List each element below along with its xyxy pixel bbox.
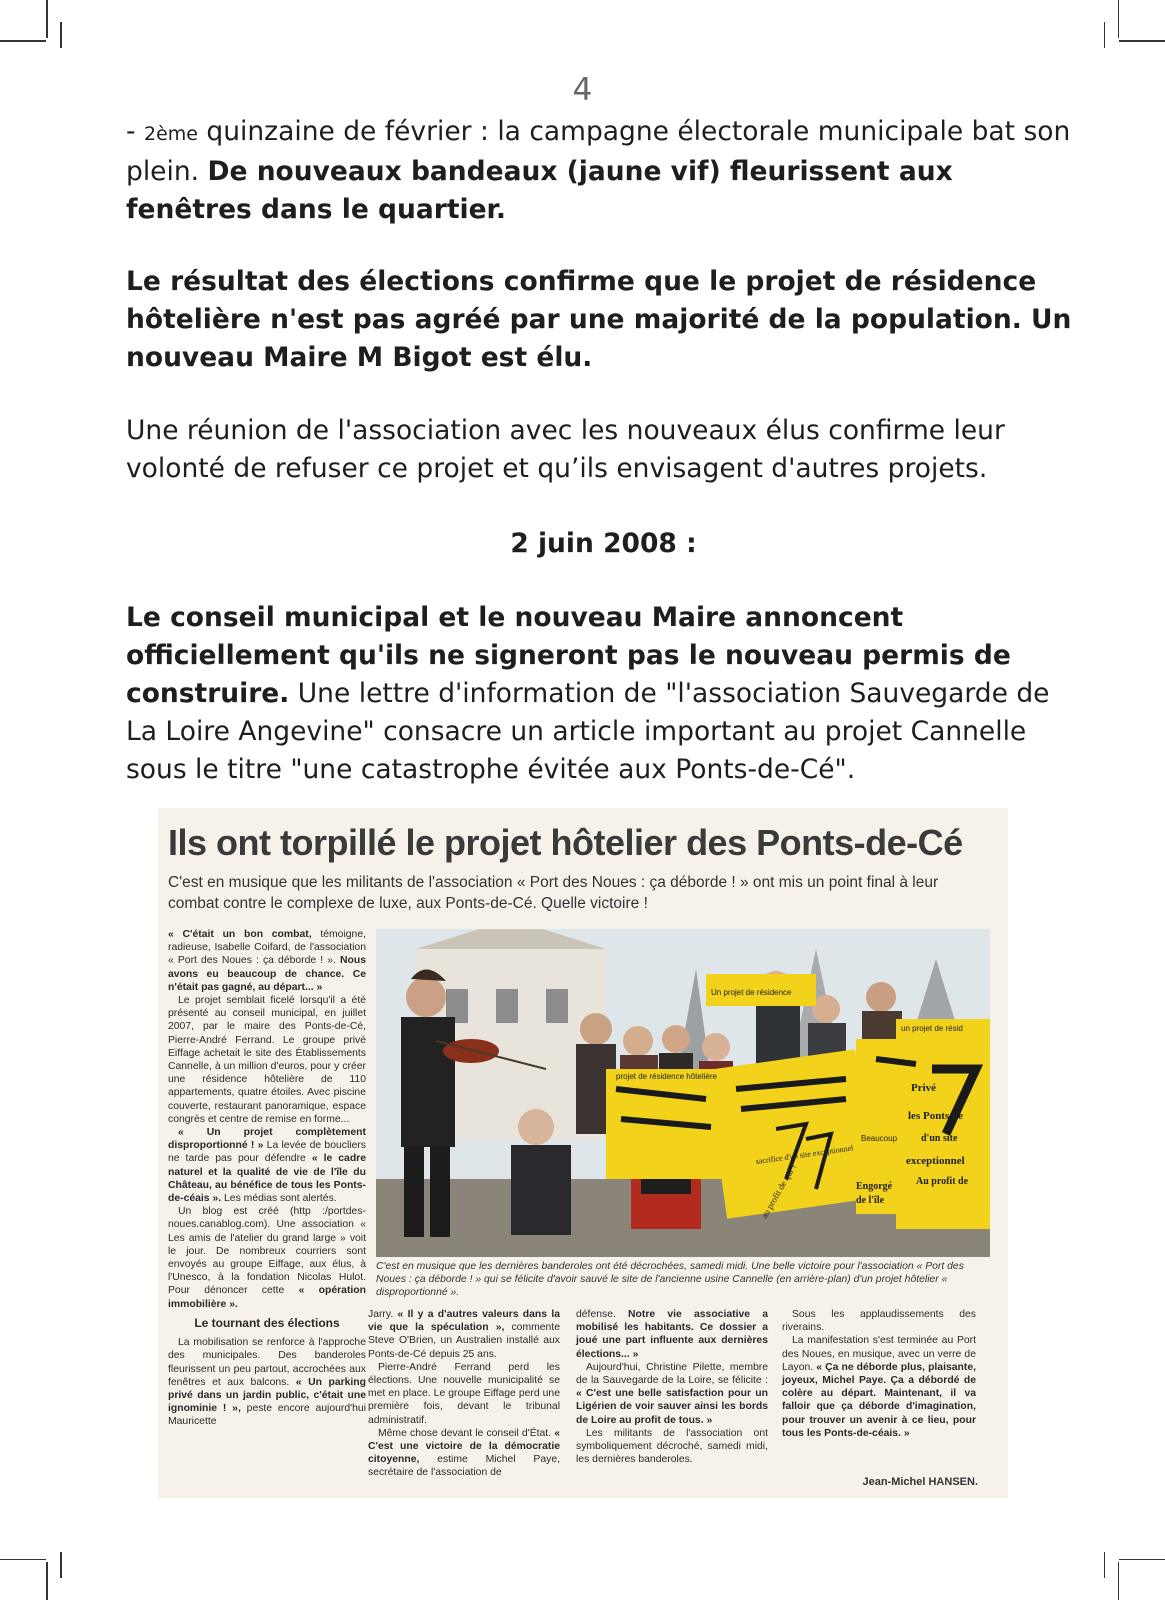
- crop-mark: [46, 1562, 48, 1600]
- ordinal: 2ème: [144, 123, 198, 145]
- crop-mark: [60, 22, 62, 48]
- banner-text: au profit de qui ?: [759, 1161, 799, 1220]
- paragraph-council: [126, 599, 1081, 789]
- crop-mark: [0, 40, 46, 42]
- paragraph-campaign: [126, 113, 1081, 229]
- col-text: Sous les applaudissements des riverains.: [782, 1309, 976, 1334]
- article-lede: C'est en musique que les militants de l'association « Port des Noues : ça déborde ! » ont mis un point final à leur combat contre le complexe de luxe, aux Ponts-de-Cé. Quelle victoire !: [168, 874, 939, 912]
- col-text: témoigne, radieuse, Isabelle Coifard, de l'association « Port des Noues : ça déborde ! ».: [168, 929, 366, 967]
- crop-mark: [60, 1552, 62, 1578]
- col-text: La manifestation s'est terminée au Port des Noues, en musique, avec un verre de Layon.: [782, 1335, 976, 1373]
- banner-text: sacrifice d'un site exceptionnel: [755, 1143, 854, 1166]
- date-heading: [126, 525, 1081, 563]
- article-signature: Jean-Michel HANSEN.: [862, 1476, 978, 1488]
- col-text: défense.: [576, 1309, 629, 1320]
- col-text: Un blog est créé (http :/portdes-noues.canablog.com). Une association « Les amis de l'atelier du grand large » voit le jour. De nombreux courriers sont envoyés au groupe Eiffage, aux élus, à l'Unesco, à la fondation Nicolas Hulot. Pour dénoncer cette: [168, 1206, 366, 1297]
- col-text: Jarry.: [368, 1309, 398, 1320]
- bold-text: Le résultat des élections confirme que le projet de résidence hôtelière n'est pas agréé par une majorité de la population. Un nouveau Maire M Bigot est élu.: [126, 266, 1072, 373]
- article-column-2: [368, 1308, 560, 1480]
- col-text: « Il y a d'autres valeurs dans la vie que la spéculation »,: [368, 1309, 560, 1334]
- dash: -: [126, 116, 144, 147]
- col-text: Les militants de l'association ont symboliquement décroché, samedi midi, les dernières banderoles.: [576, 1427, 768, 1466]
- window: [546, 989, 568, 1023]
- banner-text: Au profit de: [916, 1176, 969, 1187]
- col-text: « opération immobilière ».: [168, 1285, 366, 1310]
- col-text: La mobilisation se renforce à l'approche des municipales. Des banderoles fleurissent un peu partout, accrochées aux fenêtres et aux balcons.: [168, 1337, 366, 1388]
- crop-mark: [1119, 40, 1165, 42]
- banner: [706, 1049, 875, 1218]
- article-column-1: [168, 928, 366, 1429]
- crop-mark: [1104, 1552, 1106, 1578]
- banner-text: Beaucoup: [861, 1134, 898, 1143]
- col-text: commente Steve O'Brien, un Australien installé aux Ponts-de-Cé depuis 25 ans.: [368, 1322, 560, 1360]
- crop-mark: [1118, 1562, 1120, 1600]
- article-subheading: Le tournant des élections: [194, 1315, 340, 1330]
- col-text: Notre vie associative a mobilisé les habitants. Ce dossier a joué une part influente aux dernières élections... »: [576, 1309, 768, 1360]
- crop-mark: [1118, 0, 1120, 38]
- col-text: Nous avons eu beaucoup de chance. Ce n'était pas gagné, au départ... »: [168, 955, 366, 993]
- banner-text: un projet de résid: [901, 1024, 963, 1033]
- col-text: La levée de boucliers ne tarde pas pour défendre: [168, 1140, 366, 1165]
- window: [496, 989, 518, 1023]
- article-column-3: [576, 1308, 768, 1466]
- text: Une réunion de l'association avec les nouveaux élus confirme leur volonté de refuser ce projet et qu’ils envisagent d'autres projets.: [126, 415, 1005, 484]
- banner-text: Engorgé: [856, 1181, 893, 1192]
- col-text: peste encore aujourd'hui Mauricette: [168, 1403, 366, 1428]
- col-text: « Ça ne déborde plus, plaisante, joyeux, Michel Paye. Ça a débordé de colère au départ. Maintenant, il va falloir que ça déborde d'imagination, pour trouver un avenir à ce lieu, pour tous les Ponts-de-céais. »: [782, 1361, 976, 1439]
- col-text: « C'était un bon combat,: [168, 929, 312, 940]
- col-text: « C'est une victoire de la démocratie citoyenne,: [368, 1427, 560, 1466]
- article-headline: Ils ont torpillé le projet hôtelier des Ponts-de-Cé: [168, 822, 963, 863]
- article-column-4: [782, 1308, 976, 1440]
- banner: [896, 1019, 990, 1229]
- col-text: « Un projet complètement disproportionné ! »: [168, 1127, 366, 1152]
- banner-text: Un projet de résidence: [711, 988, 792, 997]
- crop-mark: [46, 0, 48, 38]
- col-text: Aujourd'hui, Christine Pilette, membre de la Sauvegarde de la Loire, se félicite :: [576, 1361, 768, 1387]
- col-text: « C'est une belle satisfaction pour un Ligérien de voir sauver ainsi les bords de Loire au profit de tous. »: [576, 1388, 768, 1426]
- banner-text: projet de résidence hôtelière: [616, 1072, 717, 1081]
- banner-text: de l'île: [856, 1195, 885, 1206]
- newspaper-clipping: [158, 808, 1008, 1498]
- paragraph-meeting: [126, 412, 1081, 488]
- col-text: « le cadre naturel et la qualité de vie de l'île du Château, au bénéfice de tous les Ponts-de-céais ».: [168, 1153, 367, 1205]
- bold-text: Le conseil municipal et le nouveau Maire annoncent officiellement qu'ils ne signeront pas le nouveau permis de construire.: [126, 602, 1011, 709]
- col-text: « Un parking privé dans un jardin public, c'était une ignominie ! »,: [168, 1376, 366, 1415]
- banner-text: Privé: [911, 1082, 937, 1094]
- text: Une lettre d'information de "l'association Sauvegarde de La Loire Angevine" consacre un article important au projet Cannelle sous le titre "une catastrophe évitée aux Ponts-de-Cé".: [126, 678, 1050, 785]
- photo-caption: C'est en musique que les dernières banderoles ont été décrochées, samedi midi. Une belle victoire pour l'association « Port des Noues : ça déborde ! » qui se félicite d'avoir sauvé le site de l'ancienne usine Cannelle (en arrière-plan) d'un projet hôtelier « disproportionné ».: [376, 1261, 964, 1298]
- banner-text: d'un site: [921, 1133, 958, 1144]
- col-text: estime Michel Paye, secrétaire de l'association de: [368, 1454, 560, 1479]
- crop-mark: [1119, 1559, 1165, 1561]
- article-photo: [376, 929, 990, 1257]
- col-text: Les médias sont alertés.: [221, 1193, 337, 1205]
- col-text: Le projet semblait ficelé lorsqu'il a été présenté au conseil municipal, en juillet 2007, par le maire des Ponts-de-Cé, Pierre-André Ferrand. Le groupe privé Eiffage achetait le site des Établissements Cannelle, à un million d'euros, pour y créer une résidence hôtelière de 110 appartements, quatre étoiles. Avec piscine couverte, restaurant panoramique, espace congrès et centre de remise en forme...: [168, 995, 366, 1125]
- paragraph-election-result: [126, 263, 1081, 377]
- bold-text: De nouveaux bandeaux (jaune vif) fleurissent aux fenêtres dans le quartier.: [126, 156, 953, 225]
- banner-text: exceptionnel: [906, 1155, 965, 1167]
- text: quinzaine de février : la campagne électorale municipale bat son plein.: [126, 116, 1071, 187]
- crop-mark: [1104, 22, 1106, 48]
- page-number: 4: [572, 72, 593, 108]
- crop-mark: [0, 1559, 46, 1561]
- date-heading-text: 2 juin 2008 :: [510, 528, 697, 559]
- col-text: Même chose devant le conseil d'État.: [378, 1427, 555, 1439]
- photo-illustration: [376, 929, 990, 1257]
- banner-text: les Ponts de: [908, 1110, 963, 1122]
- col-text: Pierre-André Ferrand perd les élections. Une nouvelle municipalité se met en place. Le groupe Eiffage perd une première fois, devant le tribunal administratif.: [368, 1361, 560, 1426]
